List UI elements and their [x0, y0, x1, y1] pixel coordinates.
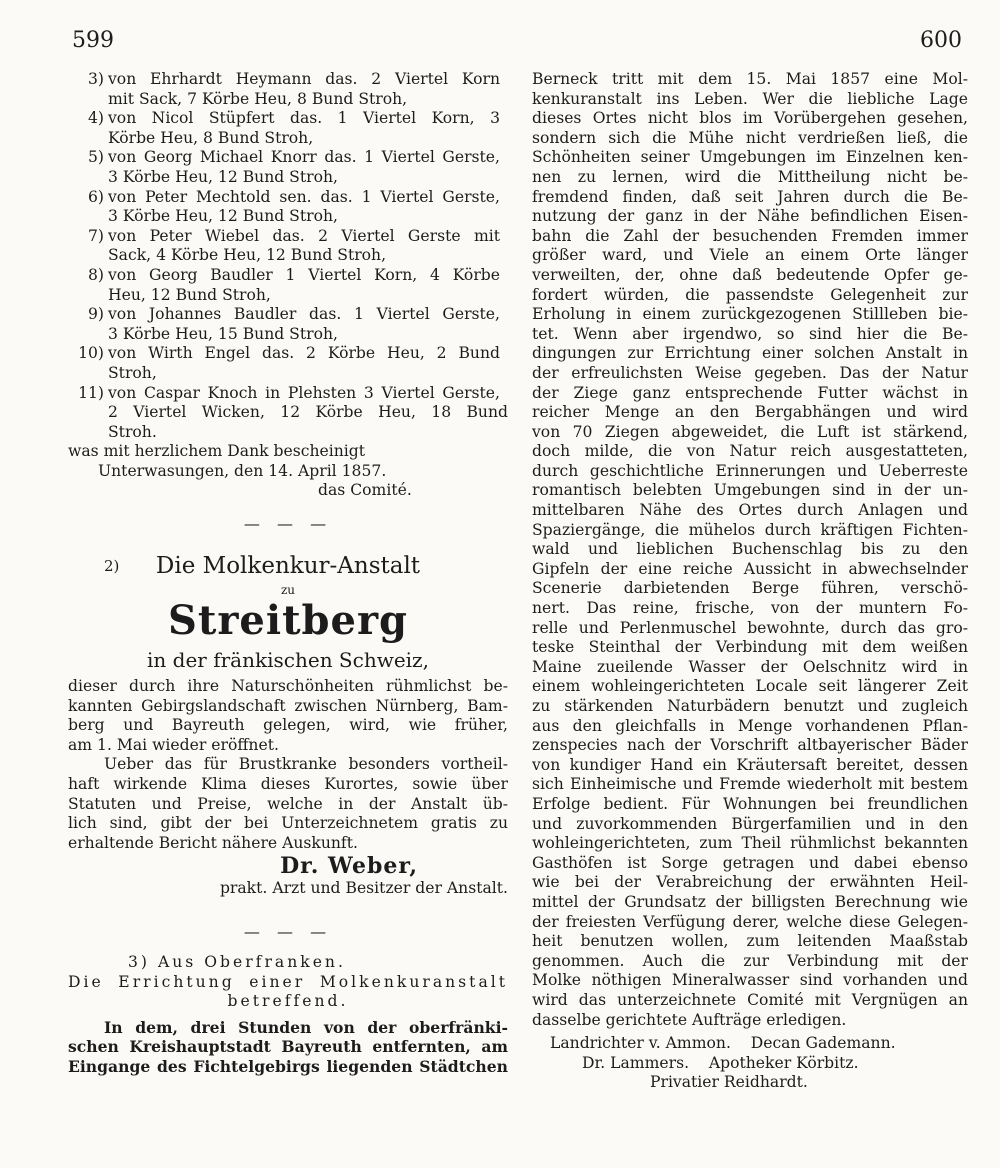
body-line: kannten Gebirgslandschaft zwischen Nürnberg, Bam- — [68, 696, 508, 715]
item-text: von Wirth Engel das. 2 Körbe Heu, 2 Bund — [108, 344, 500, 363]
item-text: 2 Viertel Wicken, 12 Körbe Heu, 18 Bund — [108, 403, 508, 422]
notice-heading: 3) Aus Oberfranken. — [128, 953, 346, 971]
body-line: zu stärkenden Naturbädern benutzt und zugleich — [532, 697, 968, 715]
body-line: zenspecies nach der Vorschrift altbayerischer Bäder — [532, 736, 968, 755]
body-line: romantisch belebten Umgebungen sind in der un- — [532, 481, 968, 500]
signer-title: prakt. Arzt und Besitzer der Anstalt. — [219, 879, 508, 898]
item-number: 7) — [87, 226, 104, 245]
list-item — [68, 227, 508, 247]
item-text: Stroh, — [108, 363, 157, 382]
item-text: von Ehrhardt Heymann das. 2 Viertel Korn — [108, 70, 500, 88]
notice-number: 2) — [104, 557, 120, 576]
item-number: 9) — [87, 305, 104, 324]
body-line: Statuten und Preise, welche in der Anstalt üb- — [68, 794, 508, 813]
item-text: Körbe Heu, 8 Bund Stroh, — [108, 128, 314, 147]
body-line: Schönheiten seiner Umgebungen im Einzelnen ken- — [532, 148, 968, 167]
item-number: 11) — [78, 383, 104, 402]
body-line: doch milde, die von Natur reich ausgestatteten, — [532, 442, 968, 461]
body-line: einem wohleingerichteten Locale seit längerer Zeit — [532, 677, 968, 696]
list-item — [68, 109, 508, 129]
body-line: wohleingerichteten, zum Theil rühmlichst bekannten — [532, 834, 968, 853]
body-line: dieser durch ihre Naturschönheiten rühmlichst be- — [68, 677, 508, 696]
item-number: 4) — [87, 109, 104, 128]
body-line: am 1. Mai wieder eröffnet. — [68, 735, 279, 754]
item-text: von Johannes Baudler das. 1 Viertel Gerste, — [108, 305, 500, 324]
list-item — [68, 266, 508, 286]
item-text: Sack, 4 Körbe Heu, 12 Bund Stroh, — [108, 246, 387, 265]
body-line: verweilten, der, ohne daß bedeutende Opfer ge- — [532, 265, 968, 284]
body-line: und zuvorkommenden Bürgerfamilien und in den — [532, 814, 968, 833]
body-line: kenkuranstalt ins Leben. Wer die liebliche Lage — [532, 89, 968, 108]
body-line: Erfolge bedient. Für Wohnungen bei freundlichen — [532, 794, 968, 813]
body-line: lich sind, gibt der bei Unterzeichnetem gratis zu — [68, 814, 508, 833]
item-text: Heu, 12 Bund Stroh, — [108, 285, 271, 304]
body-line: tet. Wenn aber irgendwo, so sind hier die Be- — [532, 324, 968, 343]
body-line: In dem, drei Stunden von der oberfränki- — [104, 1017, 508, 1037]
left-column — [68, 70, 508, 1077]
body-line: dieses Ortes nicht blos im Vorübergehen gesehen, — [532, 109, 968, 128]
body-line: wie bei der Verabreichung der erwähnten Heil- — [532, 873, 968, 892]
closing-line: was mit herzlichem Dank bescheinigt — [68, 442, 365, 461]
body-line: nen zu lernen, wird die Mittheilung nicht be- — [532, 167, 968, 186]
body-line: wird das unterzeichnete Comité mit Vergnügen an — [532, 990, 968, 1009]
body-line: haft wirkende Klima dieses Kurortes, sowie über — [68, 775, 508, 794]
notice-subject: Die Errichtung einer Molkenkuranstalt — [68, 972, 508, 991]
body-line: größer ward, und Viele an einem Orte länger — [532, 246, 968, 265]
body-line: erhaltende Bericht nähere Auskunft. — [68, 833, 358, 852]
body-line: Gasthöfen ist Sorge getragen und dabei ebenso — [532, 853, 968, 872]
body-line: der freiesten Verfügung derer, welche diese Gelegen- — [532, 912, 968, 931]
body-line: dingungen zur Errichtung einer solchen Anstalt in — [532, 344, 968, 363]
town-name: Streitberg — [167, 597, 409, 645]
list-item — [68, 344, 508, 364]
body-line: reicher Menge an den Bergabhängen und wird — [532, 403, 968, 422]
body-line: Spaziergänge, die mühelos durch kräftigen Fichten- — [532, 520, 968, 539]
body-line: Berneck tritt mit dem 15. Mai 1857 eine Mol- — [532, 70, 968, 88]
body-line: genommen. Auch die zur Verbindung mit der — [532, 951, 968, 970]
right-column — [532, 70, 968, 1093]
item-number: 8) — [87, 265, 104, 284]
list-item — [68, 305, 508, 325]
body-line: mittel der Grundsatz der billigsten Berechnung wie — [532, 892, 968, 911]
item-text: von Peter Mechtold sen. das. 1 Viertel Gerste, — [108, 187, 500, 206]
body-line: nutzung der ganz in der Nähe befindlichen Eisen- — [532, 207, 968, 226]
notice-molkenkur-streitberg — [68, 549, 508, 899]
list-item — [68, 188, 508, 208]
body-line: mittelbaren Nähe des Ortes durch Anlagen und — [532, 501, 968, 520]
item-number: 5) — [87, 148, 104, 167]
list-item — [68, 70, 508, 90]
body-line: bahn die Zahl der besuchenden Fremden immer — [532, 226, 968, 245]
body-line: Molke nöthigen Mineralwasser sind vorhanden und — [532, 971, 968, 990]
body-line: fremdend finden, daß seit Jahren durch die Be- — [532, 187, 968, 206]
item-number: 6) — [87, 187, 104, 206]
notice-title: Die Molkenkur-Anstalt — [155, 553, 421, 580]
item-number: 10) — [78, 344, 104, 363]
signature-line: Privatier Reidhardt. — [650, 1073, 808, 1092]
item-text: von Georg Michael Knorr das. 1 Viertel Gerste, — [108, 148, 500, 167]
item-text: mit Sack, 7 Körbe Heu, 8 Bund Stroh, — [108, 89, 408, 108]
body-line: wald und lieblichen Buchenschlag bis zu den — [532, 540, 968, 559]
item-text: von Caspar Knoch in Plehsten 3 Viertel Gerste, — [108, 383, 500, 402]
body-line: Eingange des Fichtelgebirgs liegenden Städtchen — [68, 1056, 508, 1076]
list-item — [68, 384, 508, 404]
item-text: 3 Körbe Heu, 15 Bund Stroh, — [108, 324, 338, 343]
article-body — [532, 70, 968, 1030]
body-line: berg und Bayreuth gelegen, wird, wie früher, — [68, 716, 508, 735]
divider: — — — — [243, 514, 333, 534]
page-number-right: 600 — [920, 28, 962, 53]
body-line: von kundiger Hand ein Kräutersaft bereitet, dessen — [532, 755, 968, 774]
donor-list — [68, 70, 508, 442]
body-line: der erfreulichsten Weise gegeben. Das der Natur — [532, 363, 968, 382]
body-line: Scenerie darbietenden Berge führen, verschö- — [532, 579, 968, 598]
body-line: Erholung in einem zurückgezogenen Stillleben bie- — [532, 305, 968, 324]
notice-oberfranken — [68, 953, 508, 1077]
body-line: Gipfeln der eine reiche Aussicht in abwechselnder — [532, 559, 968, 578]
signer-name: Dr. Weber, — [280, 853, 418, 880]
notice-subject-2: betreffend. — [227, 992, 349, 1011]
item-text: von Nicol Stüpfert das. 1 Viertel Korn, 3 — [108, 109, 500, 128]
body-line: durch geschichtliche Erinnerungen und Ueberreste — [532, 461, 968, 480]
signature-line: Landrichter v. Ammon. Decan Gademann. — [550, 1034, 896, 1053]
body-line: heit benutzen wollen, zum leitenden Maaßstab — [532, 932, 968, 951]
place-date: Unterwasungen, den 14. April 1857. — [98, 461, 387, 480]
body-line: nert. Das reine, frische, von der muntern Fo- — [532, 599, 968, 618]
body-line: teske Steinthal der Verbindung mit dem weißen — [532, 638, 968, 657]
body-line: der Ziege ganz entsprechende Futter wächst in — [532, 383, 968, 402]
item-text: 3 Körbe Heu, 12 Bund Stroh, — [108, 207, 338, 226]
body-line: fordert würden, die passendste Gelegenheit zur — [532, 285, 968, 304]
list-item — [68, 148, 508, 168]
body-line: dasselbe gerichtete Aufträge erledigen. — [532, 1010, 847, 1029]
body-line: sich Einheimische und Fremde wiederholt mit bestem — [532, 775, 968, 794]
item-text: von Georg Baudler 1 Viertel Korn, 4 Körbe — [108, 265, 500, 284]
signature-line: Dr. Lammers. Apotheker Körbitz. — [582, 1053, 859, 1072]
item-text: Stroh. — [108, 422, 157, 441]
body-line: Maine zueilende Wasser der Oelschnitz wird in — [532, 657, 968, 676]
item-number: 3) — [87, 70, 104, 88]
body-line: sondern sich die Mühe nicht verdrießen ließ, die — [532, 128, 968, 147]
body-line: relle und Perlenmuschel bewohnte, durch das gro- — [532, 618, 968, 637]
item-text: 3 Körbe Heu, 12 Bund Stroh, — [108, 167, 338, 186]
item-text: von Peter Wiebel das. 2 Viertel Gerste mit — [108, 226, 500, 245]
body-line: von 70 Ziegen abgeweidet, die Luft ist stärkend, — [532, 422, 968, 441]
body-line: Ueber das für Brustkranke besonders vortheil- — [104, 755, 508, 774]
signature-committee: das Comité. — [318, 481, 412, 500]
body-line: schen Kreishauptstadt Bayreuth entfernten, am — [68, 1037, 508, 1057]
notice-zu: zu — [280, 583, 296, 598]
divider: — — — — [243, 922, 333, 941]
page-number-left: 599 — [72, 28, 114, 53]
body-line: aus den gleichfalls in Menge vorhandenen Pflan- — [532, 716, 968, 735]
signatures — [532, 1034, 968, 1093]
notice-subtitle: in der fränkischen Schweiz, — [147, 648, 429, 673]
